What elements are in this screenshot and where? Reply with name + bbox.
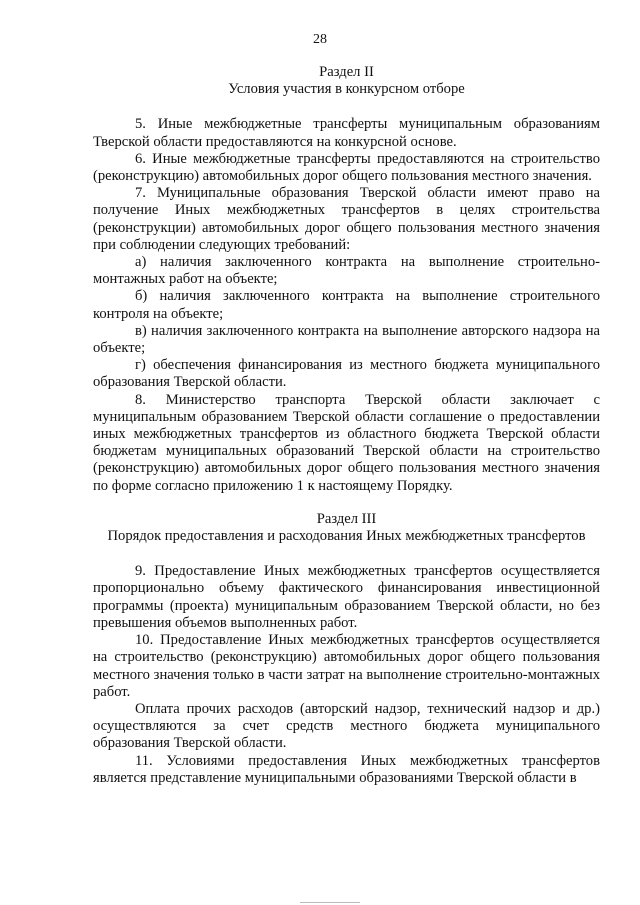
paragraph: 9. Предоставление Иных межбюджетных трансфертов осуществляется пропорционально объему фактического финансирования инвестиционной программы (проекта) муниципальным образованием Тверской области, но без превышения объемов выполненных работ. xyxy=(93,563,600,631)
list-item: б) наличия заключенного контракта на выполнение строительного контроля на объекте; xyxy=(93,288,600,322)
paragraph: 10. Предоставление Иных межбюджетных трансфертов осуществляется на строительство (реконструкцию) автомобильных дорог общего пользования местного значения только в части затрат на выполнение строительно-монтажных работ. xyxy=(93,632,600,700)
section-2 xyxy=(93,64,600,495)
paragraph: 6. Иные межбюджетные трансферты предоставляются на строительство (реконструкцию) автомобильных дорог общего пользования местного значения. xyxy=(93,150,600,185)
paragraph: Оплата прочих расходов (авторский надзор, технический надзор и др.) осуществляются за счет средств местного бюджета муниципального образования Тверской области. xyxy=(93,700,600,752)
list-item: г) обеспечения финансирования из местного бюджета муниципального образования Тверской области. xyxy=(93,357,600,391)
page-bottom-rule xyxy=(300,902,360,903)
section-number: Раздел II xyxy=(319,64,374,80)
section-title: Условия участия в конкурсном отборе xyxy=(228,81,465,98)
section-number: Раздел III xyxy=(316,510,377,527)
paragraph: 5. Иные межбюджетные трансферты муниципальным образованиям Тверской области предоставляются на конкурсной основе. xyxy=(93,116,600,150)
paragraph: 11. Условиями предоставления Иных межбюджетных трансфертов является представление муниципальными образованиями Тверской области в xyxy=(93,752,600,786)
document-body xyxy=(93,64,600,787)
paragraph: 7. Муниципальные образования Тверской области имеют право на получение Иных межбюджетных трансфертов в целях строительства (реконструкции) автомобильных дорог общего пользования местного значения при соблюдении следующих требований: xyxy=(93,185,600,253)
paragraph: 8. Министерство транспорта Тверской области заключает с муниципальным образованием Тверской области соглашение о предоставлении иных межбюджетных трансфертов из областного бюджета Тверской области бюджетам муниципальных образований Тверской области на строительство (реконструкцию) автомобильных дорог общего пользования местного значения по форме согласно приложению 1 к настоящему Порядку. xyxy=(93,391,600,494)
list-item: а) наличия заключенного контракта на выполнение строительно-монтажных работ на объекте; xyxy=(93,254,600,288)
section-heading xyxy=(93,511,600,545)
list-item: в) наличия заключенного контракта на выполнение авторского надзора на объекте; xyxy=(93,322,600,357)
section-heading xyxy=(93,64,600,98)
section-title: Порядок предоставления и расходования Иных межбюджетных трансфертов xyxy=(107,528,586,545)
section-3 xyxy=(93,511,600,787)
page-number: 28 xyxy=(313,32,327,47)
